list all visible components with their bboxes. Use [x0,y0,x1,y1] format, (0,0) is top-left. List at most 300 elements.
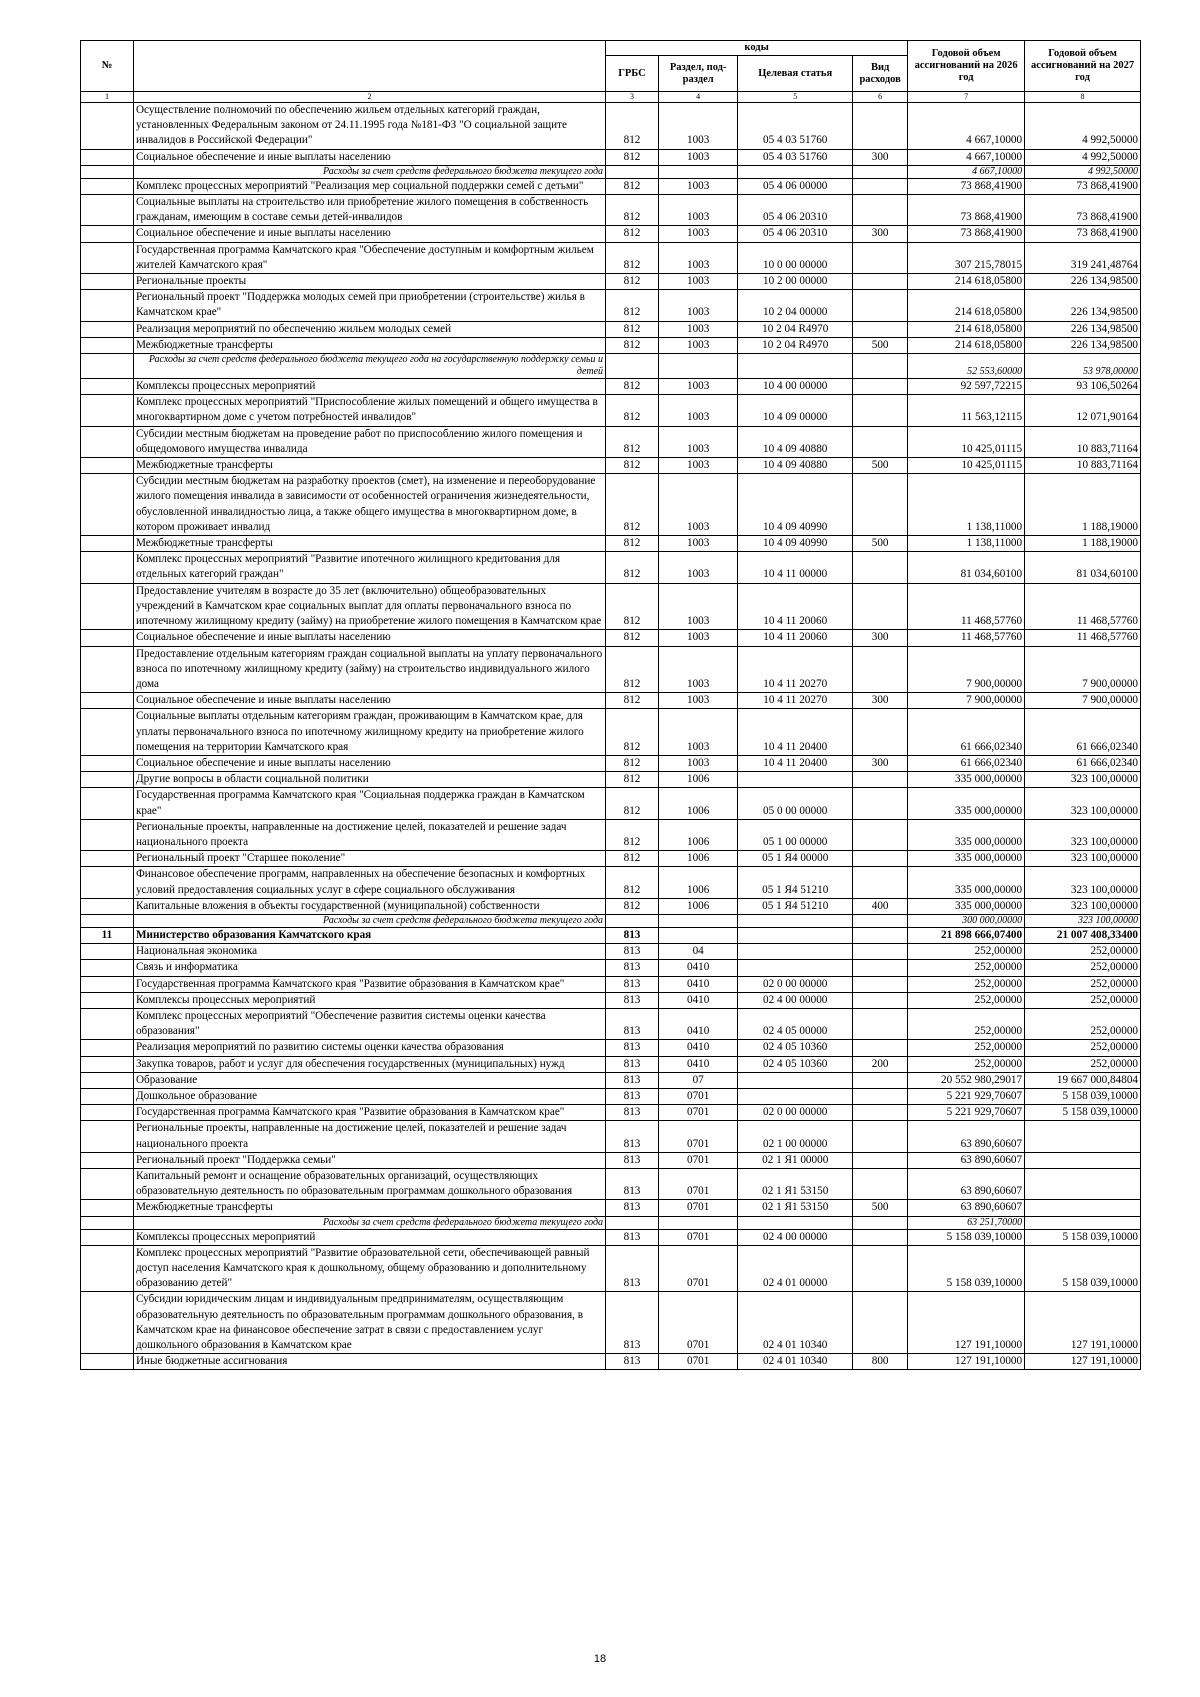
row-number [81,646,134,693]
row-name: Комплекс процессных мероприятий "Обеспечение развития системы оценки качества образования" [133,1008,605,1039]
row-amount-2027 [1025,1121,1141,1152]
row-number [81,976,134,992]
row-grbs [606,1216,659,1229]
row-amount-2026: 20 552 980,29017 [908,1072,1025,1088]
header-name [133,41,605,92]
row-razdel: 1003 [658,552,737,583]
row-grbs: 813 [606,1008,659,1039]
table-row [81,755,1141,771]
row-number [81,898,134,914]
table-row [81,1229,1141,1245]
row-razdel [658,354,737,379]
row-amount-2027: 12 071,90164 [1025,395,1141,426]
row-amount-2026: 127 191,10000 [908,1292,1025,1354]
row-amount-2027: 226 134,98500 [1025,290,1141,321]
row-amount-2027: 61 666,02340 [1025,755,1141,771]
row-number [81,290,134,321]
row-expense-type: 500 [853,458,908,474]
row-name: Реализация мероприятий по обеспечению жильем молодых семей [133,321,605,337]
row-grbs: 812 [606,851,659,867]
row-grbs: 812 [606,772,659,788]
row-number [81,337,134,353]
row-grbs: 813 [606,1088,659,1104]
row-number [81,552,134,583]
row-amount-2027: 319 241,48764 [1025,242,1141,273]
row-amount-2027: 323 100,00000 [1025,898,1141,914]
row-amount-2026: 5 221 929,70607 [908,1088,1025,1104]
row-target-article: 10 0 00 00000 [738,242,853,273]
row-number [81,1008,134,1039]
row-amount-2026: 52 553,60000 [908,354,1025,379]
row-expense-type [853,960,908,976]
header-index-8: 8 [1025,92,1141,103]
row-number [81,536,134,552]
row-target-article: 02 1 Я1 53150 [738,1200,853,1216]
row-amount-2027: 73 868,41900 [1025,195,1141,226]
table-row [81,274,1141,290]
row-grbs: 813 [606,992,659,1008]
budget-table [80,40,1141,1370]
row-expense-type [853,354,908,379]
header-index-7: 7 [908,92,1025,103]
row-grbs: 812 [606,474,659,536]
row-amount-2027: 5 158 039,10000 [1025,1245,1141,1292]
row-expense-type [853,867,908,898]
table-row [81,458,1141,474]
row-target-article [738,1072,853,1088]
row-razdel: 1003 [658,474,737,536]
row-amount-2027: 4 992,50000 [1025,149,1141,165]
row-expense-type: 500 [853,536,908,552]
row-razdel: 1003 [658,242,737,273]
row-name: Расходы за счет средств федерального бюджета текущего года [133,1216,605,1229]
table-row [81,630,1141,646]
row-number [81,474,134,536]
row-number [81,788,134,819]
row-name: Комплекс процессных мероприятий "Реализация мер социальной поддержки семей с детьми" [133,178,605,194]
row-razdel: 1006 [658,819,737,850]
row-number [81,960,134,976]
row-name: Комплекс процессных мероприятий "Развитие образовательной сети, обеспечивающей равный доступ населения Камчатского края к дошкольному, общему образованию и дополнительному образованию детей" [133,1245,605,1292]
row-number [81,379,134,395]
header-grbs: ГРБС [606,56,659,92]
row-target-article: 02 4 01 10340 [738,1354,853,1370]
row-name: Комплексы процессных мероприятий [133,1229,605,1245]
row-name: Капитальные вложения в объекты государственной (муниципальной) собственности [133,898,605,914]
row-name: Субсидии юридическим лицам и индивидуальным предпринимателям, осуществляющим образовательную деятельность по образовательным программам дошкольного образования, в Камчатском крае на финансовое обеспечение затрат в связи с предоставлением услуг дошкольного образования в Камчатском крае [133,1292,605,1354]
row-expense-type: 300 [853,693,908,709]
row-amount-2027 [1025,1216,1141,1229]
row-number [81,354,134,379]
row-name: Межбюджетные трансферты [133,1200,605,1216]
row-grbs: 812 [606,290,659,321]
row-name: Социальное обеспечение и иные выплаты населению [133,693,605,709]
row-name: Региональный проект "Поддержка семьи" [133,1152,605,1168]
row-amount-2026: 1 138,11000 [908,474,1025,536]
row-grbs: 813 [606,1292,659,1354]
row-razdel: 1003 [658,379,737,395]
table-row [81,426,1141,457]
row-grbs: 813 [606,1056,659,1072]
row-grbs: 812 [606,395,659,426]
row-razdel: 1003 [658,274,737,290]
row-amount-2026: 73 868,41900 [908,226,1025,242]
row-expense-type [853,1152,908,1168]
row-amount-2027: 1 188,19000 [1025,474,1141,536]
row-number [81,1088,134,1104]
row-amount-2026: 252,00000 [908,1040,1025,1056]
row-number [81,867,134,898]
row-number [81,944,134,960]
row-amount-2026: 1 138,11000 [908,536,1025,552]
table-row [81,379,1141,395]
row-razdel [658,165,737,178]
row-razdel [658,914,737,927]
row-expense-type: 300 [853,226,908,242]
row-number [81,772,134,788]
row-grbs: 812 [606,242,659,273]
table-row [81,914,1141,927]
row-amount-2026: 307 215,78015 [908,242,1025,273]
row-name: Реализация мероприятий по развитию системы оценки качества образования [133,1040,605,1056]
row-grbs: 812 [606,426,659,457]
table-row [81,709,1141,756]
row-number [81,1229,134,1245]
table-row [81,898,1141,914]
row-target-article: 05 1 Я4 51210 [738,898,853,914]
row-razdel: 1003 [658,646,737,693]
row-expense-type [853,395,908,426]
row-target-article [738,772,853,788]
row-amount-2027 [1025,1169,1141,1200]
row-number [81,1292,134,1354]
row-name: Региональные проекты, направленные на достижение целей, показателей и решение задач национального проекта [133,1121,605,1152]
row-expense-type [853,1292,908,1354]
row-amount-2027: 252,00000 [1025,1056,1141,1072]
row-grbs [606,914,659,927]
row-grbs: 813 [606,960,659,976]
row-amount-2026: 61 666,02340 [908,709,1025,756]
row-amount-2026: 10 425,01115 [908,458,1025,474]
row-expense-type [853,819,908,850]
row-name: Связь и информатика [133,960,605,976]
row-target-article: 10 4 11 20060 [738,583,853,630]
row-number [81,693,134,709]
header-index-5: 5 [738,92,853,103]
row-name: Осуществление полномочий по обеспечению жильем отдельных категорий граждан, установленных Федеральным законом от 24.11.1995 года №181-ФЗ "О социальной защите инвалидов в Российской Федерации" [133,103,605,150]
row-razdel: 0701 [658,1229,737,1245]
row-amount-2027: 53 978,00000 [1025,354,1141,379]
header-index-4: 4 [658,92,737,103]
row-expense-type [853,1105,908,1121]
row-amount-2026: 214 618,05800 [908,290,1025,321]
table-row [81,1216,1141,1229]
table-row [81,290,1141,321]
row-number [81,426,134,457]
row-amount-2027: 323 100,00000 [1025,772,1141,788]
row-grbs: 813 [606,927,659,943]
table-row [81,242,1141,273]
table-row [81,1245,1141,1292]
row-target-article: 10 4 11 20400 [738,709,853,756]
row-grbs: 812 [606,149,659,165]
table-row [81,474,1141,536]
row-amount-2026: 335 000,00000 [908,898,1025,914]
row-expense-type [853,914,908,927]
row-amount-2026: 73 868,41900 [908,195,1025,226]
row-amount-2026: 5 158 039,10000 [908,1245,1025,1292]
row-grbs: 812 [606,755,659,771]
table-row [81,395,1141,426]
row-grbs: 812 [606,274,659,290]
row-razdel: 1003 [658,583,737,630]
row-expense-type [853,646,908,693]
row-grbs [606,165,659,178]
row-razdel: 1006 [658,788,737,819]
row-name: Национальная экономика [133,944,605,960]
row-name: Дошкольное образование [133,1088,605,1104]
row-amount-2027: 323 100,00000 [1025,867,1141,898]
row-expense-type [853,851,908,867]
row-amount-2027: 73 868,41900 [1025,226,1141,242]
table-row [81,772,1141,788]
row-razdel: 1003 [658,395,737,426]
row-grbs: 812 [606,646,659,693]
row-razdel: 0701 [658,1354,737,1370]
row-razdel: 1006 [658,898,737,914]
header-vr: Вид расходов [853,56,908,92]
row-amount-2026: 11 563,12115 [908,395,1025,426]
row-razdel: 1003 [658,290,737,321]
row-amount-2026: 63 890,60607 [908,1169,1025,1200]
row-grbs: 812 [606,536,659,552]
row-expense-type [853,195,908,226]
row-expense-type [853,1245,908,1292]
row-razdel: 1003 [658,178,737,194]
row-amount-2026: 81 034,60100 [908,552,1025,583]
row-expense-type [853,583,908,630]
row-target-article: 10 4 09 40990 [738,536,853,552]
row-expense-type [853,290,908,321]
row-name: Капитальный ремонт и оснащение образовательных организаций, осуществляющих образовательную деятельность по образовательным программам дошкольного образования [133,1169,605,1200]
row-grbs: 812 [606,867,659,898]
row-amount-2027: 226 134,98500 [1025,274,1141,290]
row-grbs: 812 [606,458,659,474]
header-2026: Годовой объем ассигнований на 2026 год [908,41,1025,92]
row-razdel: 1003 [658,630,737,646]
table-row [81,1088,1141,1104]
header-razdel: Раздел, под-раздел [658,56,737,92]
row-expense-type [853,474,908,536]
row-expense-type [853,1169,908,1200]
row-target-article: 02 1 Я1 53150 [738,1169,853,1200]
table-row [81,1354,1141,1370]
table-row [81,819,1141,850]
row-name: Социальное обеспечение и иные выплаты населению [133,226,605,242]
row-grbs: 812 [606,379,659,395]
table-row [81,103,1141,150]
row-amount-2026: 5 158 039,10000 [908,1229,1025,1245]
row-grbs: 812 [606,693,659,709]
row-name: Социальное обеспечение и иные выплаты населению [133,630,605,646]
row-target-article: 10 4 09 40880 [738,458,853,474]
row-number [81,1152,134,1168]
row-razdel: 1003 [658,693,737,709]
row-target-article: 10 2 00 00000 [738,274,853,290]
row-target-article: 02 4 01 10340 [738,1292,853,1354]
table-row [81,1121,1141,1152]
row-amount-2026: 335 000,00000 [908,772,1025,788]
table-row [81,195,1141,226]
row-target-article: 05 1 Я4 51210 [738,867,853,898]
table-row [81,337,1141,353]
row-grbs: 813 [606,976,659,992]
row-razdel: 0410 [658,1008,737,1039]
row-name: Государственная программа Камчатского края "Развитие образования в Камчатском крае" [133,976,605,992]
row-razdel: 04 [658,944,737,960]
row-expense-type [853,709,908,756]
row-amount-2027: 4 992,50000 [1025,165,1141,178]
row-name: Закупка товаров, работ и услуг для обеспечения государственных (муниципальных) нужд [133,1056,605,1072]
row-razdel: 0410 [658,1040,737,1056]
row-number [81,1040,134,1056]
header-2027: Годовой объем ассигнований на 2027 год [1025,41,1141,92]
header-num: № [81,41,134,92]
row-number [81,321,134,337]
row-amount-2026: 214 618,05800 [908,321,1025,337]
row-amount-2026: 4 667,10000 [908,165,1025,178]
row-target-article: 05 1 00 00000 [738,819,853,850]
row-grbs: 812 [606,583,659,630]
row-expense-type [853,976,908,992]
row-name: Образование [133,1072,605,1088]
row-expense-type [853,1008,908,1039]
row-razdel: 0701 [658,1169,737,1200]
row-razdel: 1003 [658,149,737,165]
row-expense-type [853,1040,908,1056]
row-amount-2027: 5 158 039,10000 [1025,1105,1141,1121]
row-razdel: 0410 [658,960,737,976]
row-amount-2026: 127 191,10000 [908,1354,1025,1370]
row-amount-2026: 7 900,00000 [908,693,1025,709]
row-number [81,1105,134,1121]
row-amount-2026: 252,00000 [908,1056,1025,1072]
row-number [81,992,134,1008]
row-target-article [738,960,853,976]
row-amount-2027: 323 100,00000 [1025,851,1141,867]
row-amount-2027: 73 868,41900 [1025,178,1141,194]
row-expense-type: 300 [853,149,908,165]
row-name: Социальные выплаты на строительство или приобретение жилого помещения в собственность гражданам, имеющим в составе семьи детей-инвалидов [133,195,605,226]
row-target-article: 10 4 11 20270 [738,693,853,709]
row-target-article: 10 4 11 00000 [738,552,853,583]
row-number [81,195,134,226]
row-target-article: 10 2 04 00000 [738,290,853,321]
row-razdel: 1003 [658,709,737,756]
row-razdel: 07 [658,1072,737,1088]
table-row [81,992,1141,1008]
row-target-article [738,927,853,943]
row-amount-2026: 10 425,01115 [908,426,1025,457]
row-target-article: 02 1 Я1 00000 [738,1152,853,1168]
row-target-article: 10 4 09 00000 [738,395,853,426]
row-target-article: 10 4 11 20400 [738,755,853,771]
row-target-article: 05 4 03 51760 [738,149,853,165]
row-amount-2027: 127 191,10000 [1025,1292,1141,1354]
row-amount-2026: 300 000,00000 [908,914,1025,927]
table-row [81,693,1141,709]
row-amount-2027: 226 134,98500 [1025,321,1141,337]
table-row [81,1040,1141,1056]
table-row [81,1056,1141,1072]
row-razdel: 0701 [658,1152,737,1168]
row-expense-type [853,927,908,943]
row-number [81,583,134,630]
row-amount-2026: 21 898 666,07400 [908,927,1025,943]
row-number [81,709,134,756]
row-amount-2026: 63 251,70000 [908,1216,1025,1229]
row-name: Расходы за счет средств федерального бюджета текущего года на государственную поддержку семьи и детей [133,354,605,379]
row-amount-2026: 4 667,10000 [908,103,1025,150]
row-number [81,165,134,178]
table-row [81,354,1141,379]
row-amount-2026: 5 221 929,70607 [908,1105,1025,1121]
row-amount-2026: 335 000,00000 [908,819,1025,850]
row-amount-2026: 252,00000 [908,976,1025,992]
row-grbs: 813 [606,1152,659,1168]
row-razdel: 0701 [658,1200,737,1216]
row-grbs: 813 [606,1200,659,1216]
row-grbs: 813 [606,1040,659,1056]
header-index-2: 2 [133,92,605,103]
row-target-article: 10 4 11 20270 [738,646,853,693]
row-expense-type [853,165,908,178]
row-razdel: 1003 [658,321,737,337]
row-target-article: 05 4 03 51760 [738,103,853,150]
table-row [81,178,1141,194]
row-expense-type: 300 [853,630,908,646]
table-row [81,165,1141,178]
row-name: Комплексы процессных мероприятий [133,379,605,395]
header-cs: Целевая статья [738,56,853,92]
row-name: Государственная программа Камчатского края "Социальная поддержка граждан в Камчатском крае" [133,788,605,819]
row-expense-type: 200 [853,1056,908,1072]
row-razdel [658,927,737,943]
row-razdel: 1003 [658,536,737,552]
table-row [81,788,1141,819]
row-name: Субсидии местным бюджетам на проведение работ по приспособлению жилого помещения и общедомового имущества инвалида [133,426,605,457]
row-razdel: 1003 [658,458,737,474]
row-grbs: 813 [606,1072,659,1088]
row-razdel: 1003 [658,426,737,457]
row-amount-2027: 323 100,00000 [1025,819,1141,850]
row-razdel [658,1216,737,1229]
row-number [81,1200,134,1216]
row-grbs: 812 [606,103,659,150]
row-name: Расходы за счет средств федерального бюджета текущего года [133,165,605,178]
row-expense-type [853,1229,908,1245]
header-codes: коды [606,41,908,56]
row-name: Субсидии местным бюджетам на разработку проектов (смет), на изменение и переоборудование жилого помещения инвалида в зависимости от особенностей ограничения жизнедеятельности, обусловленной инвалидностью лица, а также общего имущества в многоквартирном доме, в котором проживает инвалид [133,474,605,536]
table-row [81,960,1141,976]
row-grbs: 813 [606,1229,659,1245]
row-grbs: 812 [606,630,659,646]
row-amount-2027: 252,00000 [1025,960,1141,976]
row-target-article: 02 4 00 00000 [738,992,853,1008]
row-amount-2026: 214 618,05800 [908,274,1025,290]
row-grbs: 813 [606,1121,659,1152]
row-number [81,1121,134,1152]
